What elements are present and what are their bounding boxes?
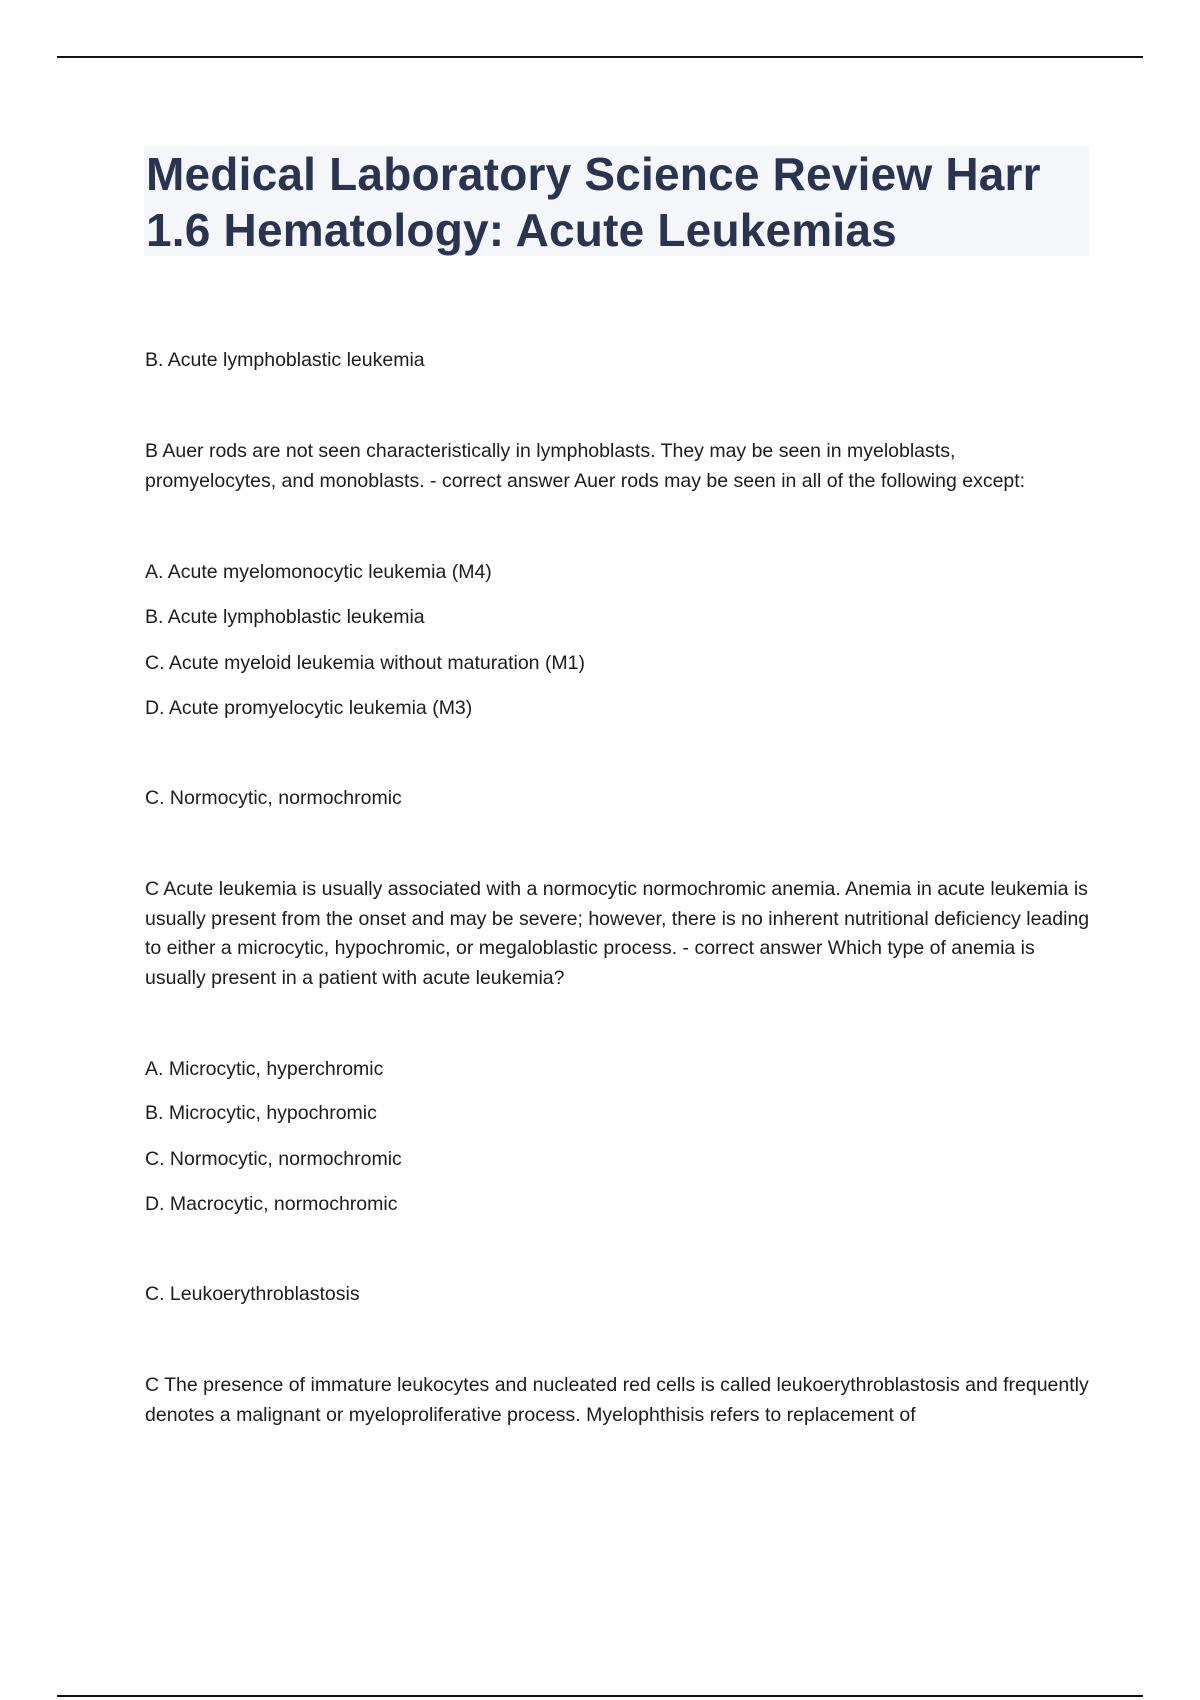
q1-option-d: D. Acute promyelocytic leukemia (M3) — [145, 697, 473, 719]
top-rule — [57, 56, 1143, 58]
q3-explanation: C The presence of immature leukocytes and nucleated red cells is called leukoerythroblastosis and frequently denotes a malignant or myeloproliferative process. Myelophthisis refers to replacement of — [145, 1374, 1089, 1426]
q2-option-d: D. Macrocytic, normochromic — [145, 1193, 398, 1215]
q1-option-b: B. Acute lymphoblastic leukemia — [145, 606, 425, 628]
q2-explanation: C Acute leukemia is usually associated with a normocytic normochromic anemia. Anemia in acute leukemia is usually present from the onset and may be severe; however, there is no inherent nutritional deficiency leading to either a microcytic, hypochromic, or megaloblastic process. - correct answer Which type of anemia is usually present in a patient with acute leukemia? — [145, 878, 1090, 989]
document-title — [144, 146, 1089, 258]
q2-option-a: A. Microcytic, hyperchromic — [145, 1058, 384, 1080]
q1-option-c: C. Acute myeloid leukemia without maturation (M1) — [145, 652, 586, 674]
title-line-2: 1.6 Hematology: Acute Leukemias — [146, 204, 897, 256]
q1-answer: B. Acute lymphoblastic leukemia — [145, 349, 425, 371]
q3-answer: C. Leukoerythroblastosis — [145, 1283, 360, 1305]
q2-option-c: C. Normocytic, normochromic — [145, 1148, 402, 1170]
q1-explanation: B Auer rods are not seen characteristically in lymphoblasts. They may be seen in myeloblasts, promyelocytes, and monoblasts. - correct answer Auer rods may be seen in all of the following except: — [145, 440, 1026, 492]
bottom-rule — [57, 1695, 1143, 1697]
q2-answer: C. Normocytic, normochromic — [145, 787, 402, 809]
title-line-1: Medical Laboratory Science Review Harr — [146, 148, 1041, 200]
q2-option-b: B. Microcytic, hypochromic — [145, 1102, 377, 1124]
title-block — [144, 146, 1089, 256]
q1-option-a: A. Acute myelomonocytic leukemia (M4) — [145, 561, 492, 583]
